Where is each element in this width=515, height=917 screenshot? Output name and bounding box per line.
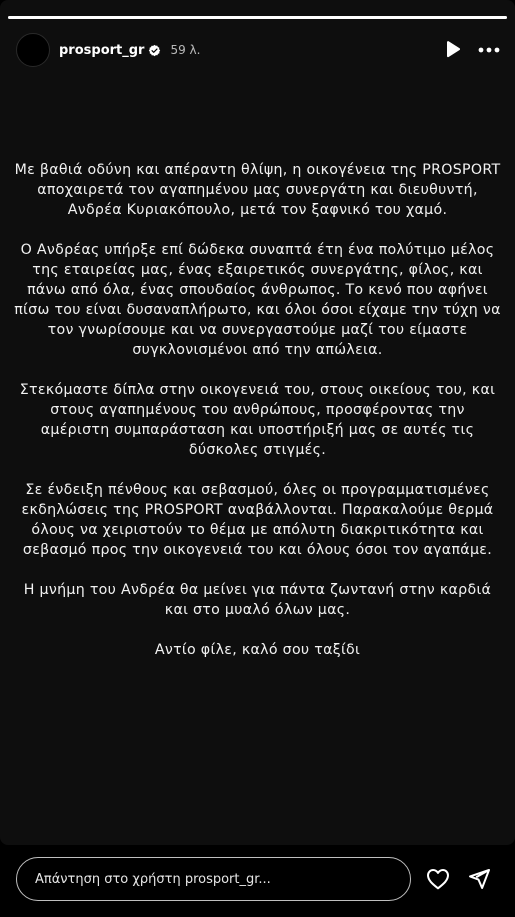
play-icon	[445, 41, 461, 59]
more-icon	[478, 47, 500, 53]
play-button[interactable]	[439, 36, 467, 64]
story-progress-fill	[8, 16, 507, 19]
story-progress-bar	[8, 16, 507, 19]
send-button[interactable]	[465, 865, 493, 893]
story-paragraph-6: Αντίο φίλε, καλό σου ταξίδι	[154, 642, 361, 658]
post-time: 59 λ.	[170, 43, 201, 57]
username[interactable]: prosport_gr	[59, 42, 145, 58]
story-text	[14, 160, 501, 680]
like-button[interactable]	[424, 865, 452, 893]
story-paragraph-4: Σε ένδειξη πένθους και σεβασμού, όλες οι προγραμματισμένες εκδηλώσεις της PROSPORT αναβάλλονται. Παρακαλούμε θερμά όλους να χειριστούν το θέμα με απόλυτη διακριτικότητα και σεβασμό προς την οικογενειά του και όλους όσοι τον αγαπάμε.	[21, 482, 494, 558]
more-options-button[interactable]	[475, 36, 503, 64]
avatar[interactable]	[16, 33, 50, 67]
reply-input[interactable]	[16, 857, 411, 901]
story-paragraph-1: Με βαθιά οδύνη και απέραντη θλίψη, η οικογένεια της PROSPORT αποχαιρετά τον αγαπημένου μας συνεργάτη και διευθυντή, Ανδρέα Κυριακόπουλο, μετά τον ξαφνικό του χαμό.	[14, 162, 501, 218]
send-icon	[467, 867, 491, 891]
story-paragraph-5: Η μνήμη του Ανδρέα θα μείνει για πάντα ζωντανή στην καρδιά και στο μυαλό όλων μας.	[23, 582, 492, 618]
story-paragraph-2: Ο Ανδρέας υπήρξε επί δώδεκα συναπτά έτη ένα πολύτιμο μέλος της εταιρείας μας, ένας εξαιρετικός συνεργάτης, φίλος, και πάνω από όλα, ένας σπουδαίος άνθρωπος. Το κενό που αφήνει πίσω του είναι δυσαναπλήρωτο, και όλοι όσοι είχαμε την τύχη να τον γνωρίσουμε και να συνεργαστούμε μαζί του είμαστε συγκλονισμένοι από την απώλεια.	[14, 242, 501, 358]
verified-badge-icon	[148, 44, 161, 57]
reply-bar	[0, 845, 515, 917]
story-header	[16, 32, 503, 68]
story-paragraph-3: Στεκόμαστε δίπλα στην οικογενειά του, στους οικείους του, και στους αγαπημένους του ανθρώπους, προσφέροντας την αμέριστη συμπαράσταση και υποστήριξή μας σε αυτές τις δύσκολες στιγμές.	[19, 382, 496, 458]
heart-icon	[426, 868, 450, 890]
